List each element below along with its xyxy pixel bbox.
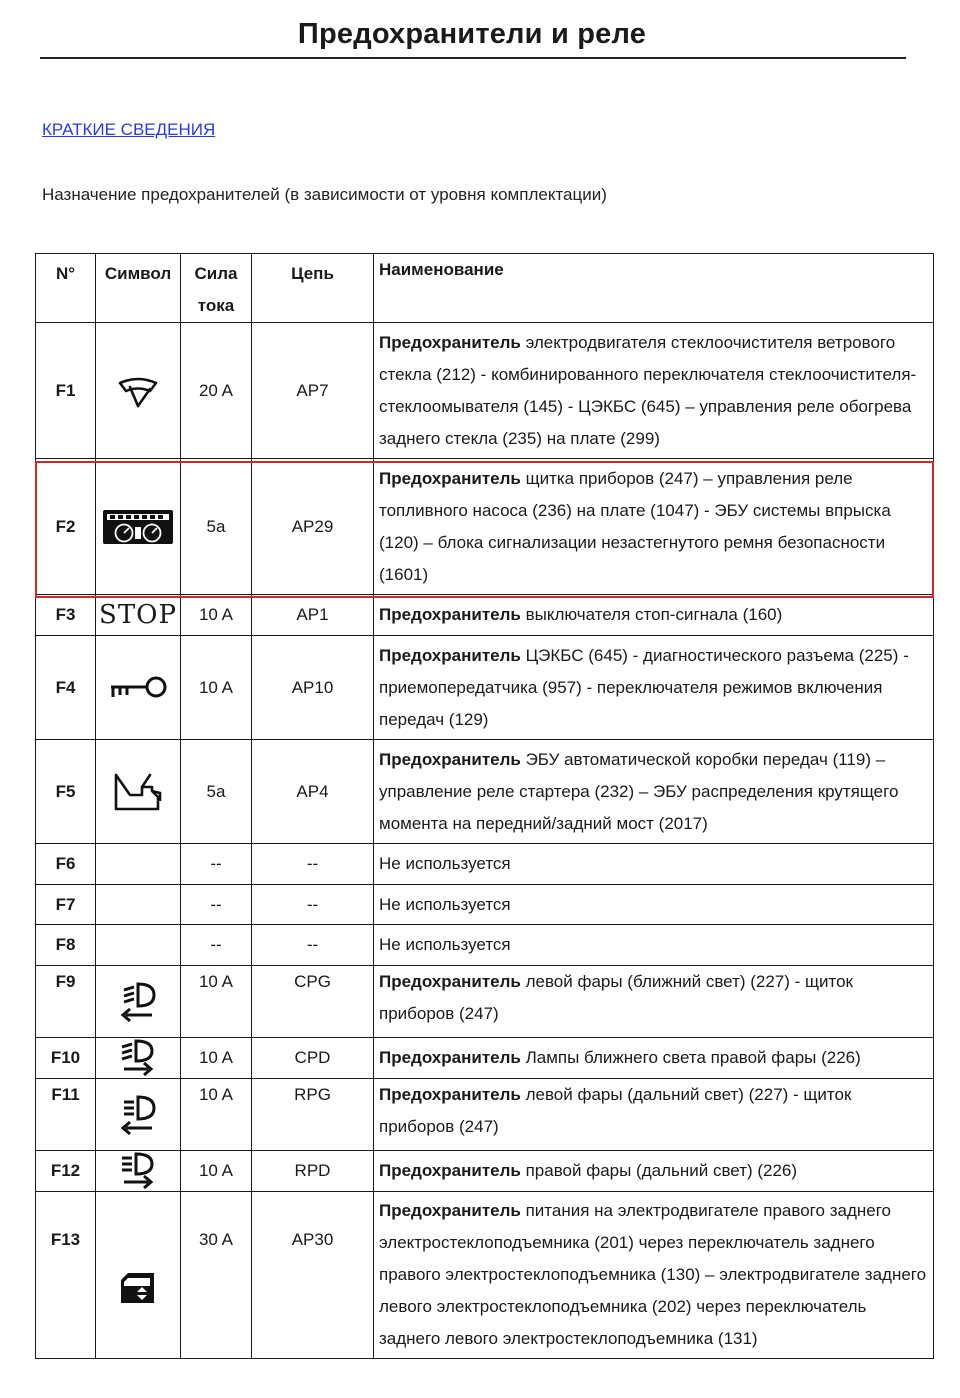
table-row (36, 1151, 934, 1192)
description-text: ЦЭКБС (645) - диагностического разъема (225) - приемопередатчика (957) - переключателя режимов включения передач (129) (379, 645, 909, 729)
description-text: щитка приборов (247) – управления реле топливного насоса (236) на плате (1047) - ЭБУ системы впрыска (120) – блока сигнализации незастегнутого ремня безопасности (1601) (379, 468, 891, 584)
amperage: 5a (181, 459, 252, 595)
table-row (36, 1192, 934, 1359)
description-text: правой фары (дальний свет) (226) (520, 1161, 798, 1180)
fuse-table (35, 253, 934, 1359)
description: Не используется (374, 925, 934, 966)
fuse-number: F11 (36, 1079, 96, 1151)
description-text: Лампы ближнего света правой фары (226) (520, 1048, 861, 1067)
circuit: RPG (252, 1079, 374, 1151)
title-divider (40, 57, 906, 59)
symbol-cell (96, 966, 181, 1038)
fuse-number: F2 (36, 459, 96, 595)
circuit: CPG (252, 966, 374, 1038)
description (374, 740, 934, 844)
high-beam-left-icon (118, 1094, 158, 1136)
header-name: Наименование (374, 254, 934, 323)
fuse-number: F1 (36, 323, 96, 459)
symbol-cell (96, 740, 181, 844)
description (374, 459, 934, 595)
description-text: выключателя стоп-сигнала (160) (520, 605, 783, 624)
header-amp: Сила тока (181, 254, 252, 323)
table-row (36, 1079, 934, 1151)
description (374, 1151, 934, 1192)
description (374, 595, 934, 636)
power-window-icon (118, 1270, 158, 1306)
symbol-cell (96, 925, 181, 966)
symbol-cell (96, 323, 181, 459)
fuse-number: F7 (36, 885, 96, 925)
symbol-cell (96, 1038, 181, 1079)
circuit: AP10 (252, 636, 374, 740)
intro-text: Назначение предохранителей (в зависимости от уровня комплектации) (42, 185, 607, 204)
table-row (36, 844, 934, 885)
summary-link[interactable]: КРАТКИЕ СВЕДЕНИЯ (42, 120, 216, 139)
description: Не используется (374, 844, 934, 885)
description-text: питания на электродвигателе правого заднего электростеклоподъемника (201) через переключатель заднего правого электростеклоподъемника (130) – электродвигателе заднего левого электростеклоподъемника (202) через переключатель заднего левого электростеклоподъемника (131) (379, 1201, 927, 1348)
page-title: Предохранители и реле (297, 18, 647, 50)
amperage: -- (181, 885, 252, 925)
symbol-cell (96, 885, 181, 925)
table-row (36, 323, 934, 459)
header-num: N° (36, 254, 96, 323)
table-row (36, 636, 934, 740)
description-lead: Предохранитель (379, 1085, 521, 1104)
table-row (36, 966, 934, 1038)
fuse-number: F13 (36, 1192, 96, 1359)
description-lead: Предохранитель (379, 749, 521, 769)
circuit: AP29 (252, 459, 374, 595)
amperage: 10 A (181, 1038, 252, 1079)
header-circuit: Цепь (252, 254, 374, 323)
description (374, 1038, 934, 1079)
fuse-number: F5 (36, 740, 96, 844)
wiper-icon (116, 373, 160, 409)
low-beam-left-icon (118, 981, 158, 1023)
symbol-cell (96, 459, 181, 595)
symbol-cell (96, 636, 181, 740)
description-lead: Предохранитель (379, 332, 521, 352)
low-beam-right-icon (118, 1039, 158, 1077)
circuit: RPD (252, 1151, 374, 1192)
description-lead: Предохранитель (379, 645, 521, 665)
fuse-number: F4 (36, 636, 96, 740)
table-header-row (36, 254, 934, 323)
table-row (36, 740, 934, 844)
circuit: AP4 (252, 740, 374, 844)
amperage: 10 A (181, 966, 252, 1038)
description-text: левой фары (дальний свет) (227) - щиток приборов (247) (379, 1085, 852, 1136)
description (374, 1079, 934, 1151)
table-row (36, 459, 934, 595)
fuse-number: F9 (36, 966, 96, 1038)
fuse-number: F10 (36, 1038, 96, 1079)
description-lead: Предохранитель (379, 468, 521, 488)
description: Не используется (374, 885, 934, 925)
stop-icon: STOP (99, 600, 177, 630)
description-lead: Предохранитель (379, 605, 521, 624)
circuit: -- (252, 844, 374, 885)
key-icon (108, 674, 168, 702)
amperage: -- (181, 844, 252, 885)
circuit: CPD (252, 1038, 374, 1079)
table-row (36, 1038, 934, 1079)
symbol-cell (96, 844, 181, 885)
amperage: 10 A (181, 636, 252, 740)
description-text: ЭБУ автоматической коробки передач (119) – управление реле стартера (232) – ЭБУ распределения крутящего момента на передний/задний мост (2017) (379, 749, 899, 833)
circuit: -- (252, 925, 374, 966)
description-lead: Предохранитель (379, 1048, 521, 1067)
amperage: -- (181, 925, 252, 966)
description-lead: Предохранитель (379, 1161, 521, 1180)
header-symbol: Символ (96, 254, 181, 323)
table-row (36, 595, 934, 636)
description-lead: Предохранитель (379, 1201, 521, 1220)
circuit: AP7 (252, 323, 374, 459)
amperage: 30 A (181, 1192, 252, 1359)
description (374, 636, 934, 740)
circuit: AP30 (252, 1192, 374, 1359)
amperage: 10 A (181, 1151, 252, 1192)
description-lead: Предохранитель (379, 972, 521, 991)
amperage: 10 A (181, 1079, 252, 1151)
amperage: 10 A (181, 595, 252, 636)
description (374, 966, 934, 1038)
fuse-number: F8 (36, 925, 96, 966)
fuse-number: F3 (36, 595, 96, 636)
symbol-cell (96, 1079, 181, 1151)
description (374, 323, 934, 459)
description (374, 1192, 934, 1359)
table-row (36, 925, 934, 966)
symbol-cell (96, 595, 181, 636)
description-text: левой фары (ближний свет) (227) - щиток приборов (247) (379, 972, 853, 1023)
gearbox-icon (112, 771, 164, 813)
amperage: 5a (181, 740, 252, 844)
amperage: 20 A (181, 323, 252, 459)
circuit: -- (252, 885, 374, 925)
table-row (36, 885, 934, 925)
fuse-number: F6 (36, 844, 96, 885)
description-text: электродвигателя стеклоочистителя ветрового стекла (212) - комбинированного переключателя стеклоочистителя-стеклоомывателя (145) - ЦЭКБС (645) – управления реле обогрева заднего стекла (235) на плате (299) (379, 332, 917, 448)
circuit: AP1 (252, 595, 374, 636)
symbol-cell (96, 1151, 181, 1192)
instrument-panel-icon (102, 509, 174, 545)
fuse-number: F12 (36, 1151, 96, 1192)
symbol-cell (96, 1192, 181, 1359)
high-beam-right-icon (118, 1152, 158, 1190)
